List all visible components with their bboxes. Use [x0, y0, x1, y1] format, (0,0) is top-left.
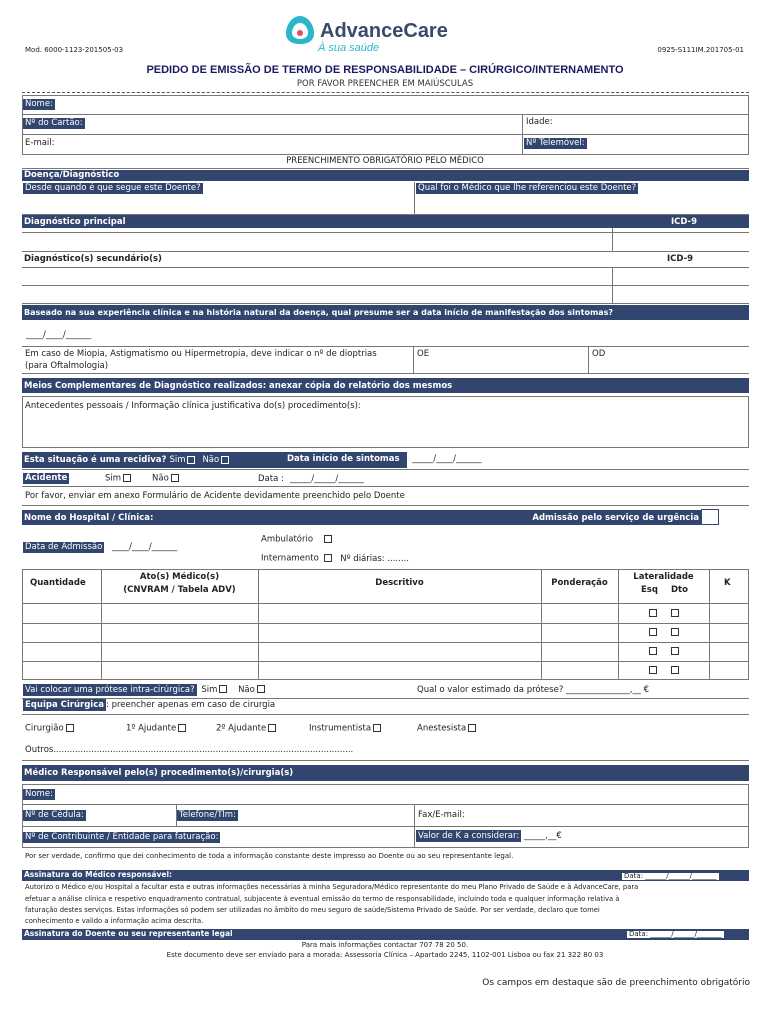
mobile-field[interactable]: Nº Telemóvel: [526, 138, 585, 148]
k-value-row [416, 832, 562, 841]
accident-no-label: Não [152, 473, 169, 484]
role-checkbox[interactable] [66, 724, 74, 732]
role-anesthetist [417, 724, 476, 733]
col-laterality: Lateralidade [633, 572, 694, 582]
prosthesis-value-field[interactable]: Qual o valor estimado da prótese? _______________,__ € [417, 685, 650, 695]
relapse-label: Esta situação é uma recidiva? [24, 455, 167, 465]
truth-statement: Por ser verdade, confirmo que dei conhecimento de toda a informação constante deste impresso ao Doente ou ao seu representante legal. [25, 852, 514, 860]
auth-line-4: conhecimento e valido a informação acima descrita. [25, 917, 204, 925]
col-right: Dto [671, 585, 688, 595]
left-checkbox[interactable] [649, 647, 657, 655]
table-row [647, 628, 679, 637]
prosthesis-yes-checkbox[interactable] [219, 685, 227, 693]
onset-date-blank[interactable]: ____/____/______ [26, 330, 92, 340]
team-note: : preencher apenas em caso de cirurgia [106, 700, 276, 710]
main-diagnosis-heading[interactable] [22, 215, 749, 228]
mandatory-note: Os campos em destaque são de preenchimento obrigatório [482, 978, 750, 988]
relapse-no-label: Não [202, 455, 220, 465]
team-heading [23, 701, 275, 710]
mod-code: Mod. 6000-1123-201505-03 [25, 46, 124, 54]
onset-date-label: Data início de sintomas [287, 454, 400, 464]
page-title: PEDIDO DE EMISSÃO DE TERMO DE RESPONSABILIDADE – CIRÚRGICO/INTERNAMENTO [146, 64, 624, 76]
medical-banner: PREENCHIMENTO OBRIGATÓRIO PELO MÉDICO [286, 156, 484, 166]
age-field[interactable]: Idade: [526, 117, 553, 127]
icd9-label-1: ICD-9 [670, 217, 697, 227]
icd9-label-2: ICD-9 [667, 254, 694, 264]
accident-no-checkbox[interactable] [171, 474, 179, 482]
col-description: Descritivo [375, 578, 424, 588]
history-label: Antecedentes pessoais / Informação clínica justificativa do(s) procedimento(s): [25, 401, 361, 411]
col-left: Esq [641, 585, 658, 595]
patient-signature-label: Assinatura do Doente ou seu representante legal [24, 929, 233, 938]
accident-yes [105, 474, 131, 483]
accident-no [152, 474, 179, 483]
role-surgeon [25, 724, 74, 733]
name-field[interactable]: Nome: [25, 99, 53, 109]
footer-address: Este documento deve ser enviado para a morada: Assessoria Clínica – Apartado 2245, 1102-001 Lisboa ou fax 21 322 80 03 [166, 951, 604, 959]
admission-date-input[interactable]: ____/____/______ [112, 542, 178, 552]
table-row [647, 609, 679, 618]
card-number-field[interactable]: Nº do Cartão: [25, 118, 83, 128]
patient-box [22, 95, 749, 155]
k-value-input[interactable]: _____,__€ [523, 831, 562, 841]
footer-info: Para mais informações contactar 707 78 20 50. [301, 941, 469, 949]
ambulatory-checkbox[interactable] [324, 535, 332, 543]
doctor-phone-field[interactable]: Telefone/Tlm: [179, 810, 236, 820]
disease-heading: Doença/Diagnóstico [22, 170, 749, 181]
role-assistant-1 [126, 724, 186, 733]
advancecare-logo-icon [283, 14, 317, 46]
prosthesis-yes-label: Sim [201, 684, 218, 695]
doctor-signature-label: Assinatura do Médico responsável: [24, 870, 173, 879]
divider [22, 92, 749, 93]
role-checkbox[interactable] [178, 724, 186, 732]
role-label: Anestesista [417, 723, 467, 734]
doctor-signature-date[interactable]: Data: ______/______/_______ [624, 872, 717, 880]
right-checkbox[interactable] [671, 666, 679, 674]
role-instrumentist [309, 724, 381, 733]
accident-date-label: Data : [258, 474, 284, 484]
role-checkbox[interactable] [468, 724, 476, 732]
nif-field[interactable]: Nº de Contribuinte / Entidade para faturação: [25, 832, 219, 842]
col-k: K [724, 578, 731, 588]
accident-note: Por favor, enviar em anexo Formulário de Acidente devidamente preenchido pelo Doente [25, 491, 405, 501]
main-diagnosis-label: Diagnóstico principal [24, 217, 126, 227]
referred-by-field[interactable]: Qual foi o Médico que lhe referenciou este Doente? [418, 183, 637, 193]
internment-checkbox[interactable] [324, 554, 332, 562]
secondary-diagnosis-label: Diagnóstico(s) secundário(s) [24, 254, 162, 264]
accident-yes-label: Sim [105, 473, 122, 484]
relapse-yes-label: Sim [169, 455, 186, 465]
prosthesis-question: Vai colocar uma prótese intra-cirúrgica? [25, 684, 195, 695]
relapse-yes-checkbox[interactable] [187, 456, 195, 464]
accident-label: Acidente [25, 473, 68, 483]
table-row [647, 647, 679, 656]
doctor-fax-field[interactable]: Fax/E-mail: [418, 810, 465, 820]
role-checkbox[interactable] [268, 724, 276, 732]
role-label: Instrumentista [309, 723, 372, 734]
hospital-row[interactable] [22, 510, 702, 525]
role-checkbox[interactable] [373, 724, 381, 732]
right-checkbox[interactable] [671, 609, 679, 617]
right-checkbox[interactable] [671, 628, 679, 636]
since-when-field[interactable]: Desde quando é que segue este Doente? [25, 183, 201, 193]
auth-line-2: efetuar a análise clínica e respetivo enquadramento contratual, subjacente à eventual emissão do termo de responsabilidade, incluindo toda e qualquer informação relativa à [25, 895, 620, 903]
onset-question: Baseado na sua experiência clínica e na história natural da doença, qual presume ser a data início de manifestação dos sintomas? [22, 305, 749, 320]
role-label: 1º Ajudante [126, 723, 177, 734]
relapse-no-checkbox[interactable] [221, 456, 229, 464]
role-assistant-2 [216, 724, 276, 733]
col-act-1: Ato(s) Médico(s) [139, 572, 220, 582]
accident-yes-checkbox[interactable] [123, 474, 131, 482]
hospital-name-label: Nome do Hospital / Clínica: [24, 513, 154, 523]
internment-option [261, 554, 409, 563]
patient-signature-date[interactable]: Data: ______/______/_______ [629, 930, 722, 938]
right-checkbox[interactable] [671, 647, 679, 655]
exams-heading: Meios Complementares de Diagnóstico realizados: anexar cópia do relatório dos mesmos [22, 378, 749, 393]
days-field[interactable]: Nº diárias: ........ [340, 553, 409, 564]
table-row [647, 666, 679, 675]
ambulatory-label: Ambulatório [261, 534, 314, 545]
doctor-name-field[interactable]: Nome: [25, 789, 53, 799]
k-value-label: Valor de K a considerar: [418, 831, 520, 841]
ambulatory-option [261, 535, 332, 544]
prosthesis-no-checkbox[interactable] [257, 685, 265, 693]
ref-code: 0925-S111IM.201705-01 [657, 46, 744, 54]
cedula-field[interactable]: Nº de Cédula: [25, 810, 84, 820]
left-checkbox[interactable] [649, 609, 657, 617]
myopia-label: Em caso de Miopia, Astigmatismo ou Hipermetropia, deve indicar o nº de dioptrias [25, 349, 377, 359]
others-field[interactable]: Outros............................................................................................................... [25, 745, 354, 755]
col-weight: Ponderação [551, 578, 608, 588]
oe-field[interactable]: OE [417, 349, 430, 359]
doctor-heading: Médico Responsável pelo(s) procedimento(s)/cirurgia(s) [22, 765, 749, 781]
logo-text: AdvanceCare [320, 20, 448, 42]
col-quantity: Quantidade [30, 578, 86, 588]
urgency-checkbox[interactable] [701, 509, 719, 525]
page-subtitle: POR FAVOR PREENCHER EM MAIÚSCULAS [296, 79, 474, 89]
role-label: 2º Ajudante [216, 723, 267, 734]
accident-date-input[interactable]: _____/_____/______ [290, 474, 364, 484]
ophthalmology-label: (para Oftalmologia) [25, 361, 109, 371]
prosthesis-row [23, 685, 265, 694]
team-label: Equipa Cirúrgica [25, 700, 104, 710]
email-field[interactable]: E-mail: [25, 138, 55, 148]
left-checkbox[interactable] [649, 666, 657, 674]
prosthesis-no-label: Não [238, 684, 255, 695]
left-checkbox[interactable] [649, 628, 657, 636]
auth-line-1: Autorizo o Médico e/ou Hospital a facultar esta e outras informações necessárias à minha Seguradora/Médico representante do meu Plano Privado de Saúde e à AdvanceCare, para [25, 883, 639, 891]
onset-date-input[interactable]: _____/____/______ [412, 454, 482, 464]
urgency-label: Admissão pelo serviço de urgência [532, 513, 699, 523]
col-act-2: (CNVRAM / Tabela ADV) [123, 585, 236, 595]
auth-line-3: faturação destes serviços. Estas informações só podem ser utilizadas no âmbito do meu seguro de saúde/Sistema Privado de Saúde. Por ser verdade, declaro que tomei [25, 906, 600, 914]
admission-date-label: Data de Admissão [25, 542, 103, 552]
od-field[interactable]: OD [592, 349, 606, 359]
logo-tagline: À sua saúde [318, 42, 380, 54]
role-label: Cirurgião [25, 723, 64, 734]
internment-label: Internamento [261, 553, 319, 564]
